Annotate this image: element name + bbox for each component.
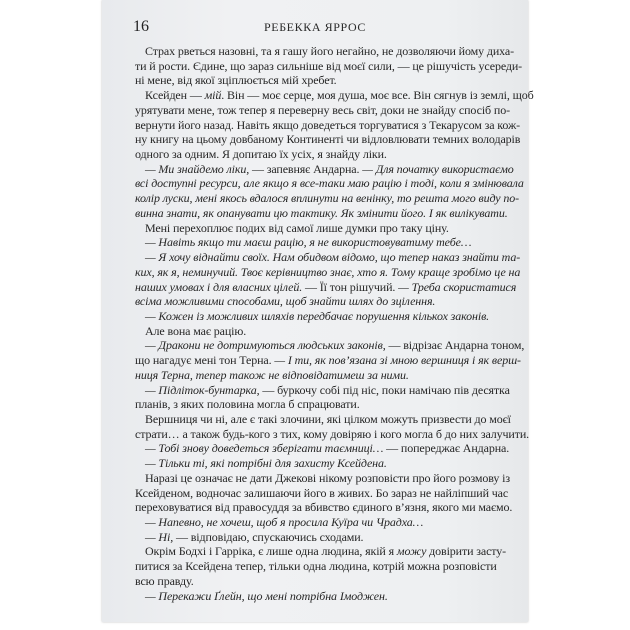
text-segment: — Її тон рішучий. (302, 279, 399, 294)
text-line (135, 176, 524, 191)
page-body-text (135, 44, 534, 603)
text-line (135, 397, 491, 412)
text-line (135, 161, 514, 177)
text-line (135, 559, 497, 574)
text-segment: переховуватися від правосуддя за вбивство єдиного в’язня, якого ми маємо. (135, 500, 513, 515)
italic-text-segment: — Навіть якщо ти маєш рацію, я не використовуватиму тебе… (145, 235, 472, 250)
italic-text-segment: — Підліток-бунтарка, (145, 382, 260, 397)
text-line (135, 426, 530, 442)
text-line (135, 264, 521, 280)
italic-text-segment: ниця Терна, тепер також не відповідатимеш за ними. (135, 367, 409, 382)
italic-text-segment: всіма можливими способами, щоб знайти шлях до зцілення. (135, 294, 436, 309)
text-segment: Мені перехоплює подих від самої лише думки про таку ціну. (145, 220, 449, 235)
text-segment: страти… а також будь-кого з тих, кому довіряю і кого могла б до них залучити. (135, 426, 530, 441)
text-line (135, 44, 514, 59)
italic-text-segment: — Кожен із можливих шляхів передбачає порушення кількох законів. (145, 308, 490, 323)
text-segment: — відповідаю, спускаючись сходами. (173, 529, 364, 544)
italic-text-segment: — Ми знайдемо ліки, (145, 161, 250, 176)
page-number: 16 (133, 18, 149, 35)
text-line (135, 500, 513, 515)
text-line (135, 589, 491, 604)
text-segment: вернути його назад. Навіть якщо доведеться торгуватися з Текарусом за кож- (135, 117, 521, 132)
text-segment: Ксейден — (145, 88, 205, 103)
text-segment: питися за Ксейдена тепер, тільки одна людина, котрій можна розповісти (135, 559, 497, 574)
text-segment: ні мене, від якої зціплюється мій хребет. (135, 73, 337, 88)
italic-text-segment: мій (204, 88, 222, 103)
text-line (135, 88, 534, 103)
text-segment: ну книгу на цьому довбаному Континенті чи відловлювати темних володарів (135, 132, 521, 147)
text-segment: — буркочу собі під ніс, поки намічаю пів десятка (259, 382, 510, 397)
text-segment: ти й рости. Єдине, що зараз сильніше від моєї сили, — це рішучість усереди- (135, 58, 523, 73)
text-line (135, 205, 508, 221)
book-page (102, 0, 534, 622)
text-line (135, 441, 510, 456)
text-line (135, 485, 509, 501)
text-line (135, 102, 510, 118)
text-segment: — запевняє Андарна. (249, 161, 363, 176)
text-segment: — попереджає Андарна. (383, 441, 510, 456)
italic-text-segment: — Перекажи Ґлейн, що мені потрібна Імоджен. (145, 588, 388, 603)
text-line (135, 250, 521, 265)
italic-text-segment: — Ні, (145, 529, 174, 544)
italic-text-segment: — І ти, як пов’язана зі мною вершниця і як верш- (274, 353, 521, 368)
italic-text-segment: ких, як я, неминучий. Твоє керівництво знає, хто я. Тому краще зробімо це на (135, 264, 521, 279)
text-line (135, 544, 507, 559)
text-segment: Страх рветься назовні, та я гашу його негайно, не дозволяючи йому диха- (145, 44, 514, 58)
italic-text-segment: всі доступні ресурси, але якщо я все-таки маю рацію і тоді, коли я змінювала (135, 176, 524, 191)
text-segment: Наразі це означає не дати Джекові нікому розповісти про його розмову із (145, 470, 510, 485)
text-line (135, 368, 491, 383)
italic-text-segment: — Дракони не дотримуються людських законів, (145, 338, 386, 353)
text-line (135, 147, 491, 162)
italic-text-segment: — Напевно, не хочеш, щоб я просила Куїра чи Чрадха… (145, 515, 424, 529)
text-segment: Вершниця чи ні, але є такі злочини, які цілком можуть призвести до моєї (145, 411, 511, 426)
italic-text-segment: — Треба скористатися (398, 279, 517, 294)
text-segment: урятувати мене, тож тепер я переверну весь світ, доки не знайду спосіб по- (135, 102, 510, 117)
text-line (135, 132, 521, 147)
text-segment: Ксейденом, водночас залишаючи його в живих. Бо зараз не найліпший час (135, 485, 509, 500)
text-line (135, 353, 521, 368)
text-line (135, 530, 491, 545)
text-line (135, 235, 491, 250)
text-segment: довірити засту- (426, 544, 507, 559)
text-segment: Але вона має рацію. (145, 323, 247, 338)
italic-text-segment: наших умовах і для власних цілей. (135, 279, 303, 294)
text-segment: Окрім Бодхі і Гарріка, є лише одна людина, якій я (145, 544, 397, 559)
running-title: РЕБЕККА ЯРРОС (263, 20, 366, 34)
text-line (135, 411, 511, 427)
text-line (135, 294, 491, 309)
text-segment: що нагадує мені тон Терна. (135, 353, 275, 368)
text-line (135, 309, 491, 324)
text-line (135, 73, 491, 88)
text-segment: одного за одним. Я допитаю їх усіх, я знайду ліки. (135, 147, 387, 162)
italic-text-segment: — Тобі знову доведеться зберігати таємниці… (145, 441, 384, 456)
text-segment: — відрізає Андарна тоном, (385, 338, 525, 353)
text-line (135, 58, 523, 74)
italic-text-segment: можу (396, 544, 427, 559)
text-line (135, 324, 491, 339)
text-line (135, 117, 521, 133)
text-line (135, 279, 517, 295)
text-line (135, 191, 519, 206)
italic-text-segment: колір луски, мені якось вдалося вплинути на венінку, то решта мого виду по- (135, 191, 519, 206)
text-segment: . Він — моє серце, моя душа, моє все. Він сягнув із землі, щоб (221, 88, 534, 103)
italic-text-segment: — Я хочу віднайти своїх. Нам обидвом відомо, що тепер наказ знайти та- (145, 250, 521, 265)
text-segment: всю правду. (135, 573, 194, 588)
text-line (135, 574, 491, 589)
text-line (135, 382, 510, 398)
text-segment: планів, з яких половина могла б спрацювати. (135, 397, 360, 412)
text-line (135, 470, 510, 486)
italic-text-segment: — Для початку використаємо (362, 161, 514, 176)
text-line (135, 515, 491, 530)
italic-text-segment: — Тільки ті, які потрібні для захисту Ксейдена. (145, 456, 387, 471)
text-line (135, 221, 491, 236)
text-line (135, 338, 525, 353)
italic-text-segment: винна знати, як опанувати цю тактику. Як змінити його. І як вилікувати. (135, 205, 508, 220)
text-line (135, 456, 491, 471)
